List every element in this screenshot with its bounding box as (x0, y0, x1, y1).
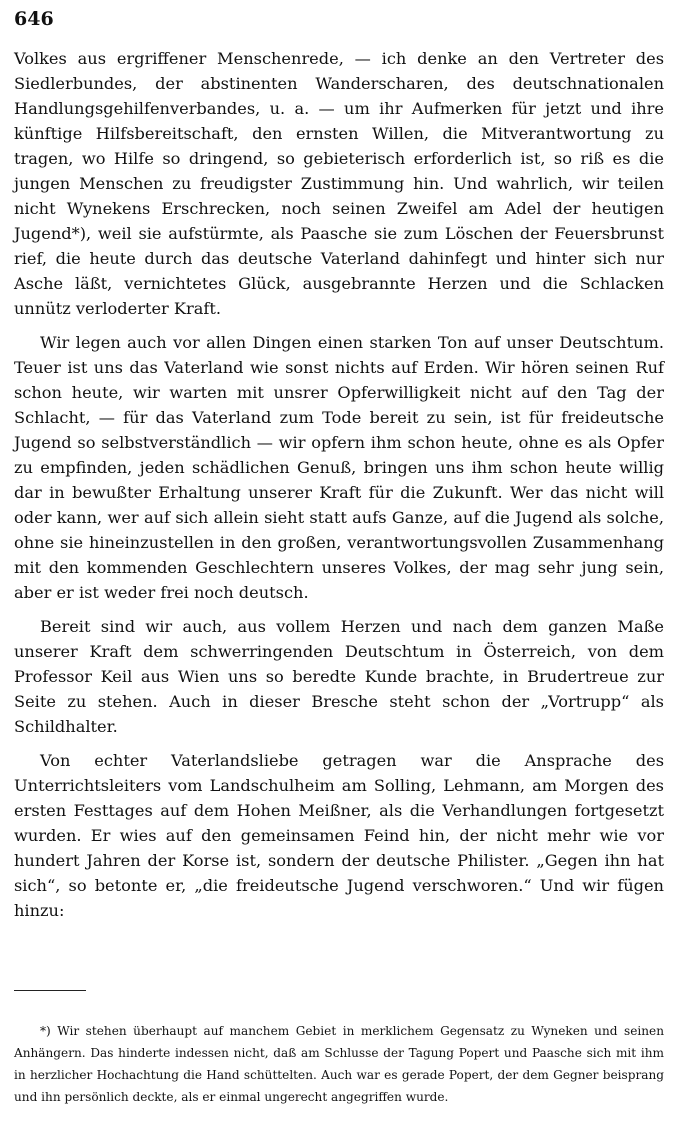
page-number: 646 (14, 8, 54, 30)
paragraph-1: Volkes aus ergriffener Menschenrede, — ich denke an den Vertreter des Siedlerbundes, der abstinenten Wanderscharen, des deutschnationalen Handlungsgehilfenverbandes, u. a. — um ihr Aufmerken für jetzt und ihre künftige Hilfsbereitschaft, den ernsten Willen, die Mitverantwortung zu tragen, wo Hilfe so dringend, so gebieterisch erforderlich ist, so riß es die jungen Menschen zu freudigster Zustimmung hin. Und wahrlich, wir teilen nicht Wynekens Erschrecken, noch seinen Zweifel am Adel der heutigen Jugend*), weil sie aufstürmte, als Paasche sie zum Löschen der Feuersbrunst rief, die heute durch das deutsche Vaterland dahinfegt und hinter sich nur Asche läßt, vernichtetes Glück, ausgebrannte Herzen und die Schlacken unnütz verloderter Kraft. (14, 49, 664, 318)
paragraph-4: Von echter Vaterlandsliebe getragen war die Ansprache des Unterrichtsleiters vom Landschulheim am Solling, Lehmann, am Morgen des ersten Festtages auf dem Hohen Meißner, als die Verhandlungen fortgesetzt wurden. Er wies auf den gemeinsamen Feind hin, der nicht mehr wie vor hundert Jahren der Korse ist, sondern der deutsche Philister. „Gegen ihn hat sich“, so betonte er, „die freideutsche Jugend verschworen.“ Und wir fügen hinzu: (14, 751, 664, 920)
footnote: *) Wir stehen überhaupt auf manchem Gebiet in merklichem Gegensatz zu Wyneken und seinen Anhängern. Das hinderte indessen nicht, daß am Schlusse der Tagung Popert und Paasche sich mit ihm in herzlicher Hochachtung die Hand schüttelten. Auch war es gerade Popert, der dem Gegner beisprang und ihn persönlich deckte, als er einmal ungerecht angegriffen wurde. (14, 1024, 664, 1105)
body-text (14, 46, 664, 932)
paragraph-3: Bereit sind wir auch, aus vollem Herzen und nach dem ganzen Maße unserer Kraft dem schwerringenden Deutschtum in Österreich, von dem Professor Keil aus Wien uns so beredte Kunde brachte, in Brudertreue zur Seite zu stehen. Auch in dieser Bresche steht schon der „Vortrupp“ als Schildhalter. (14, 617, 664, 736)
footnote-divider (14, 990, 86, 991)
paragraph-2: Wir legen auch vor allen Dingen einen starken Ton auf unser Deutschtum. Teuer ist uns das Vaterland wie sonst nichts auf Erden. Wir hören seinen Ruf schon heute, wir warten mit unsrer Opferwilligkeit nicht auf den Tag der Schlacht, — für das Vaterland zum Tode bereit zu sein, ist für freideutsche Jugend so selbstverständlich — wir opfern ihm schon heute, ohne es als Opfer zu empfinden, jeden schädlichen Genuß, bringen uns ihm schon heute willig dar in bewußter Erhaltung unserer Kraft für die Zukunft. Wer das nicht will oder kann, wer auf sich allein sieht statt aufs Ganze, auf die Jugend als solche, ohne sie hineinzustellen in den großen, verantwortungsvollen Zusammenhang mit den kommenden Geschlechtern unseres Volkes, der mag sehr jung sein, aber er ist weder frei noch deutsch. (14, 333, 664, 602)
